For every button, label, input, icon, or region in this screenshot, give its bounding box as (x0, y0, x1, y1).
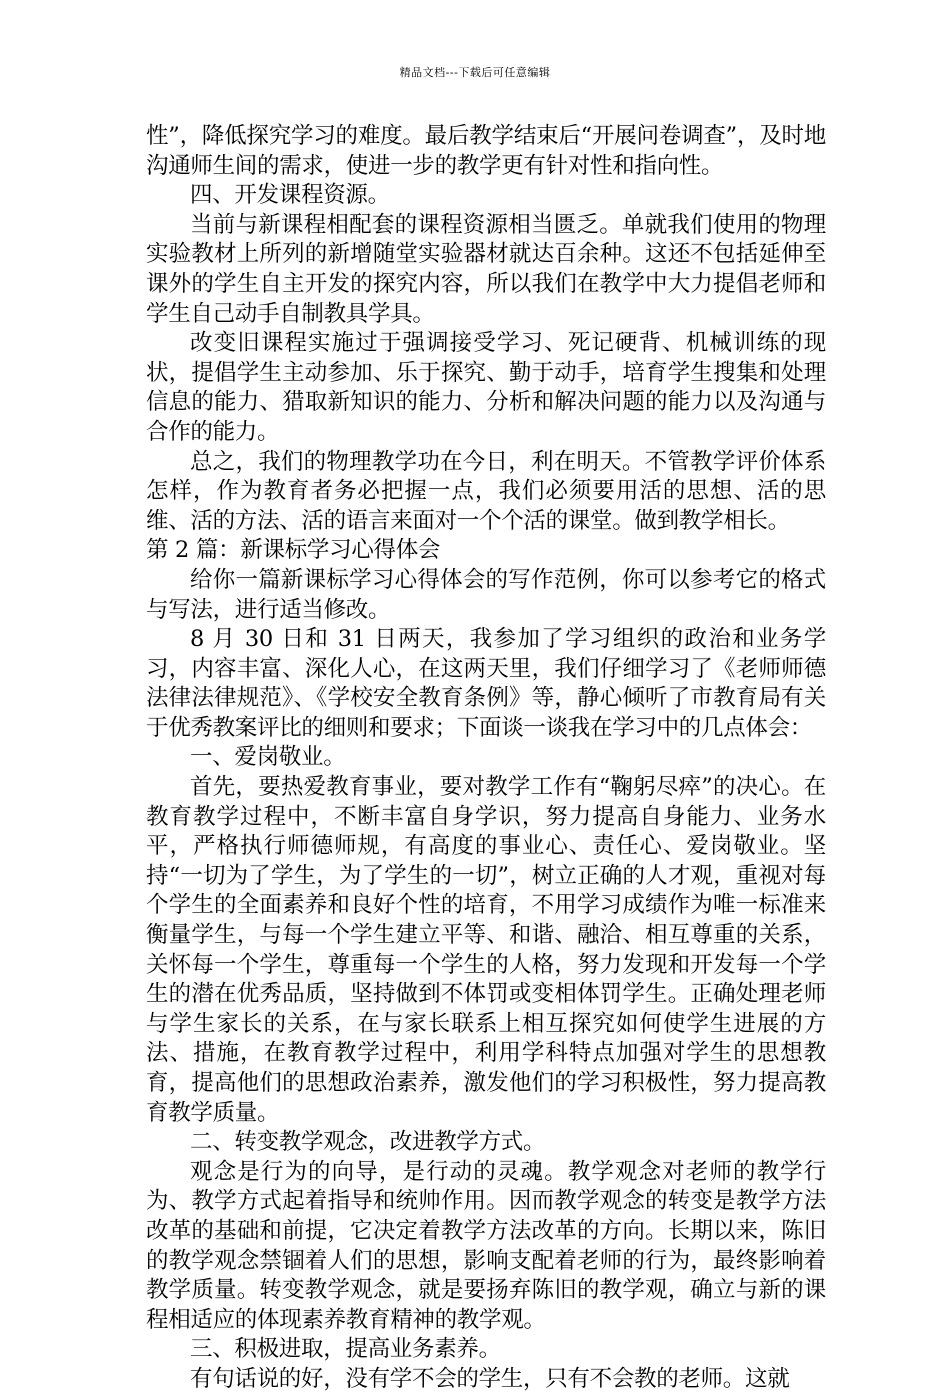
section-heading: 三、积极进取，提高业务素养。 (190, 1336, 501, 1363)
section-heading: 二、转变教学观念，改进教学方式。 (190, 1129, 546, 1156)
paragraph: 观念是行为的向导，是行动的灵魂。教学观念对老师的教学行为、教学方式起着指导和统帅作用。因而教学观念的转变是教学方法改革的基础和前提，它决定着教学方法改革的方向。长期以来，陈旧的教学观念禁锢着人们的思想，影响支配着老师的行为，最终影响着教学质量。转变教学观念，就是要扬弃陈旧的教学观，确立与新的课程相适应的体现素养教育精神的教学观。 (146, 1158, 826, 1333)
paragraph: 8 月 30 日和 31 日两天，我参加了学习组织的政治和业务学习，内容丰富、深化人心，在这两天里，我们仔细学习了《老师师德法律法律规范》、《学校安全教育条例》等，静心倾听了市教育局有关于优秀教案评比的细则和要求；下面谈一谈我在学习中的几点体会： (146, 626, 826, 741)
paragraph: 有句话说的好，没有学不会的学生，只有不会教的老师。这就 (190, 1365, 790, 1392)
document-body (146, 122, 826, 1395)
paragraph: 给你一篇新课标学习心得体会的写作范例，你可以参考它的格式与写法，进行适当修改。 (146, 566, 826, 623)
paragraph: 首先，要热爱教育事业，要对教学工作有“鞠躬尽瘁”的决心。在教育教学过程中，不断丰富自身学识，努力提高自身能力、业务水平，严格执行师德师规，有高度的事业心、责任心、爱岗敬业。坚持“一切为了学生，为了学生的一切”，树立正确的人才观，重视对每个学生的全面素养和良好个性的培育，不用学习成绩作为唯一标准来衡量学生，与每一个学生建立平等、和谐、融洽、相互尊重的关系，关怀每一个学生，尊重每一个学生的人格，努力发现和开发每一个学生的潜在优秀品质，坚持做到不体罚或变相体罚学生。正确处理老师与学生家长的关系，在与家长联系上相互探究如何使学生进展的方法、措施，在教育教学过程中，利用学科特点加强对学生的思想教育，提高他们的思想政治素养，激发他们的学习积极性，努力提高教育教学质量。 (146, 774, 826, 1126)
article-title: 第 2 篇：新课标学习心得体会 (146, 537, 441, 564)
paragraph: 改变旧课程实施过于强调接受学习、死记硬背、机械训练的现状，提倡学生主动参加、乐于探究、勤于动手，培育学生搜集和处理信息的能力、猎取新知识的能力、分析和解决问题的能力以及沟通与合作的能力。 (146, 330, 826, 445)
paragraph: 总之，我们的物理教学功在今日，利在明天。不管教学评价体系怎样，作为教育者务必把握一点，我们必须要用活的思想、活的思维、活的方法、活的语言来面对一个个活的课堂。做到教学相长。 (146, 448, 826, 534)
paragraph: 当前与新课程相配套的课程资源相当匮乏。单就我们使用的物理实验教材上所列的新增随堂实验器材就达百余种。这还不包括延伸至课外的学生自主开发的探究内容，所以我们在教学中大力提倡老师和学生自己动手自制教具学具。 (146, 211, 826, 327)
page-header: 精品文档---下载后可任意编辑 (399, 66, 551, 79)
section-heading: 四、开发课程资源。 (190, 182, 390, 209)
section-heading: 一、爱岗敬业。 (190, 744, 346, 771)
paragraph: 性”，降低探究学习的难度。最后教学结束后“开展问卷调查”，及时地沟通师生间的需求，使进一步的教学更有针对性和指向性。 (146, 123, 826, 179)
